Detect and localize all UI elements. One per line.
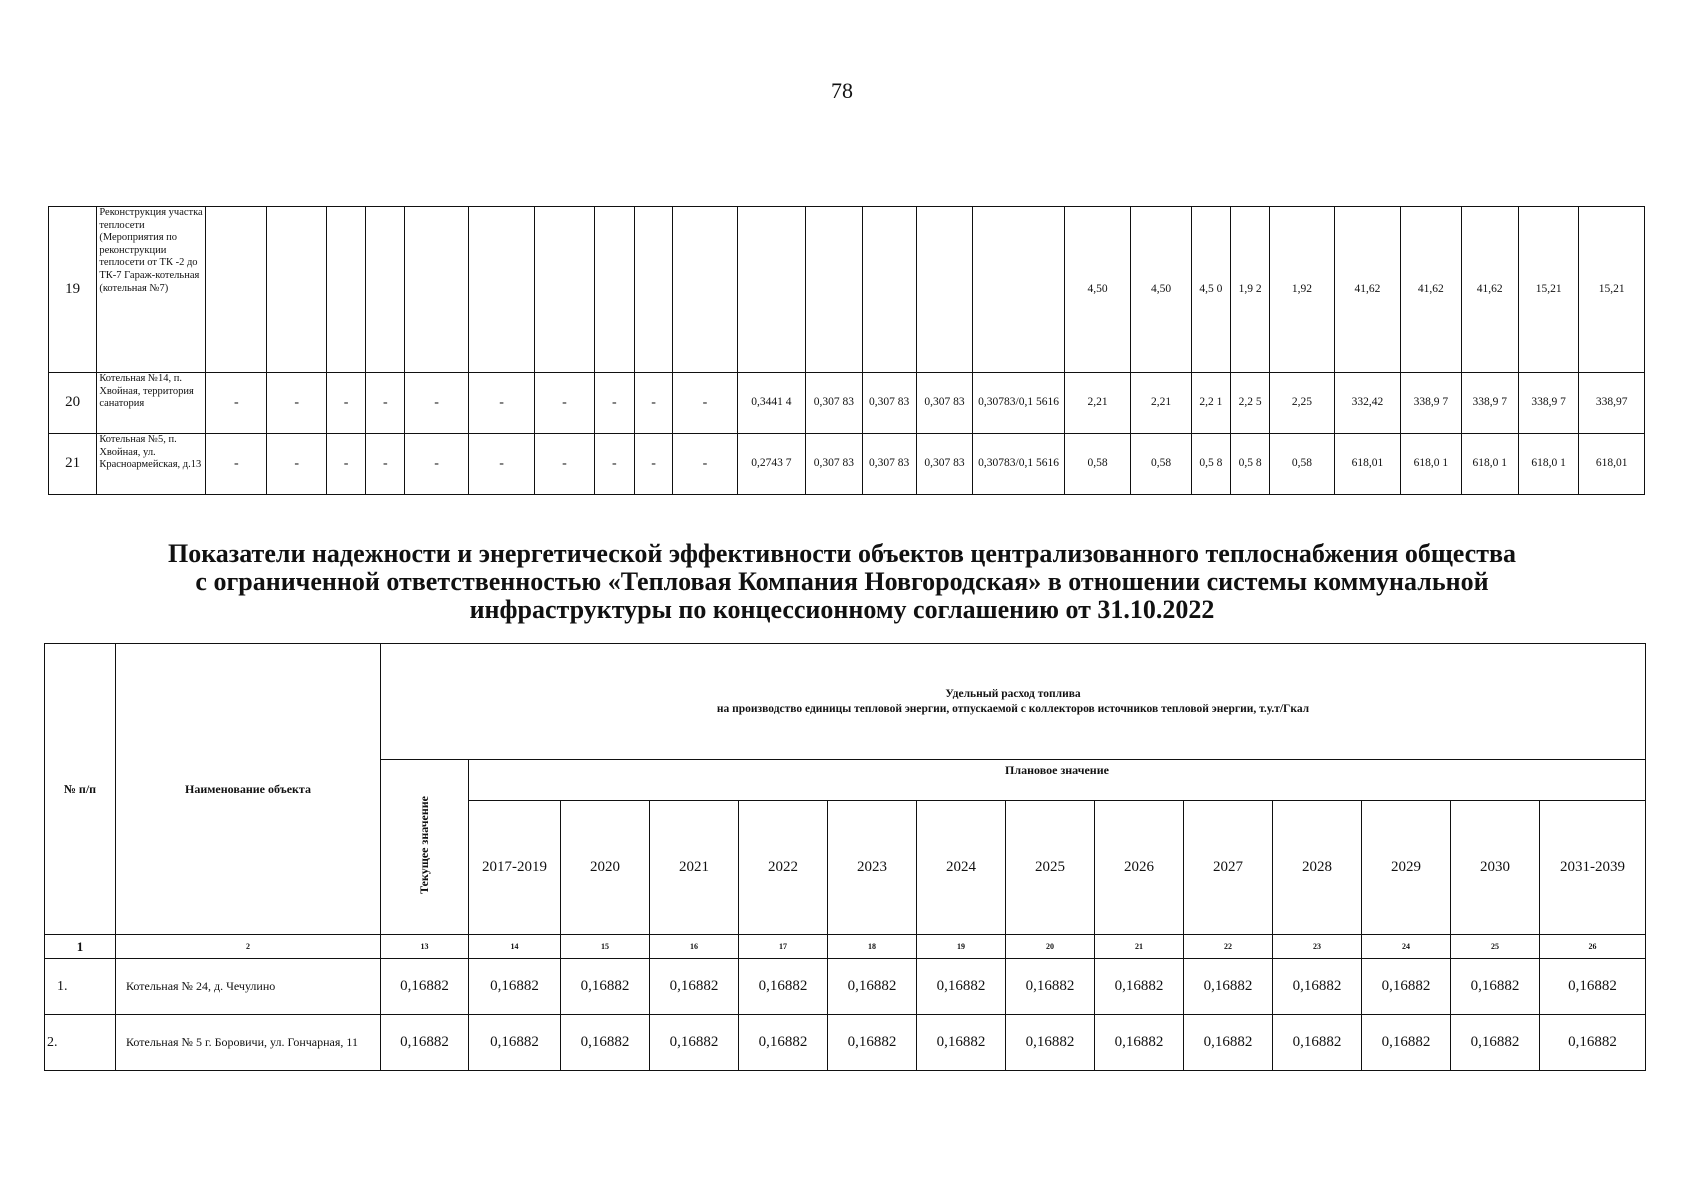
year-header: 2023 [828,801,917,935]
column-index: 15 [561,935,650,959]
value-cell: 0,16882 [1095,959,1184,1015]
header-object-name: Наименование объекта [116,644,381,935]
object-name: Реконструкция участка теплосети (Мероприятия по реконструкции теплосети от ТК -2 до ТК-7 Гараж-котельная (котельная №7) [97,207,206,373]
table-cell: - [468,434,534,495]
year-header: 2029 [1362,801,1451,935]
top-table [48,206,1645,495]
table-cell: - [326,434,365,495]
table-cell: - [535,373,594,434]
column-index: 2 [116,935,381,959]
table-cell [806,207,862,373]
value-cell: 0,16882 [1540,1015,1646,1071]
value-cell: 0,16882 [561,959,650,1015]
table-cell: - [673,373,737,434]
table-cell: 0,307 83 [806,434,862,495]
table-cell: 0,30783/0,1 5616 [973,373,1065,434]
table-cell: 41,62 [1401,207,1461,373]
value-cell: 0,16882 [1095,1015,1184,1071]
table-cell: 618,0 1 [1401,434,1461,495]
table-cell: 0,307 83 [916,373,972,434]
value-cell: 0,16882 [650,1015,739,1071]
column-index: 14 [469,935,561,959]
value-cell: 0,16882 [917,959,1006,1015]
table-cell: - [634,373,672,434]
table-cell: - [206,373,267,434]
header-fuel-consumption [381,644,1646,760]
object-name: Котельная № 24, д. Чечулино [116,959,381,1015]
value-cell: 0,16882 [828,959,917,1015]
column-index: 13 [381,935,469,959]
table-cell [634,207,672,373]
column-index: 21 [1095,935,1184,959]
table-cell: - [535,434,594,495]
table-cell: - [366,373,405,434]
row-number: 2. [45,1015,116,1071]
table-cell: - [594,434,634,495]
table-cell: 338,9 7 [1401,373,1461,434]
header-row-number: № п/п [45,644,116,935]
object-name: Котельная №5, п. Хвойная, ул. Красноармейская, д.13 [97,434,206,495]
table-cell: - [468,373,534,434]
table-cell: - [634,434,672,495]
table-cell [535,207,594,373]
column-index: 16 [650,935,739,959]
value-cell: 0,16882 [1273,1015,1362,1071]
table-cell: - [326,373,365,434]
value-cell: 0,16882 [650,959,739,1015]
table-cell: - [267,373,326,434]
row-number: 20 [49,373,97,434]
table-cell [673,207,737,373]
table-cell: 2,21 [1064,373,1130,434]
row-number: 1. [45,959,116,1015]
value-cell: 0,16882 [561,1015,650,1071]
table-cell: 0,30783/0,1 5616 [973,434,1065,495]
column-index: 24 [1362,935,1451,959]
table-cell: 0,307 83 [862,434,916,495]
year-header: 2027 [1184,801,1273,935]
value-cell: 0,16882 [381,1015,469,1071]
header-planned-value: Плановое значение [469,760,1646,801]
value-cell: 0,16882 [1006,1015,1095,1071]
value-cell: 0,16882 [1006,959,1095,1015]
heading-line-1: Показатели надежности и энергетической эффективности объектов централизованного теплоснабжения общества [167,539,1517,568]
column-index: 25 [1451,935,1540,959]
year-header: 2028 [1273,801,1362,935]
value-cell: 0,16882 [381,959,469,1015]
year-header: 2021 [650,801,739,935]
value-cell: 0,16882 [739,1015,828,1071]
table-cell [594,207,634,373]
table-cell: - [673,434,737,495]
object-name: Котельная № 5 г. Боровичи, ул. Гончарная, 11 [116,1015,381,1071]
table-cell: 0,307 83 [916,434,972,495]
column-index: 17 [739,935,828,959]
header-fuel-title: Удельный расход топлива [945,687,1081,700]
object-name: Котельная №14, п. Хвойная, территория санатория [97,373,206,434]
table-cell: 2,25 [1270,373,1334,434]
table-cell: 0,5 8 [1191,434,1230,495]
year-header: 2022 [739,801,828,935]
header-current-value [381,760,469,935]
year-header: 2017-2019 [469,801,561,935]
table-cell: 338,97 [1579,373,1645,434]
table-cell: 0,58 [1064,434,1130,495]
value-cell: 0,16882 [917,1015,1006,1071]
table-cell: 0,307 83 [806,373,862,434]
column-index: 22 [1184,935,1273,959]
top-table-row [49,207,1645,373]
table-cell [973,207,1065,373]
table-cell [737,207,805,373]
column-index: 23 [1273,935,1362,959]
value-cell: 0,16882 [1451,959,1540,1015]
table-cell: 41,62 [1334,207,1400,373]
table-cell [405,207,468,373]
table-cell: 0,5 8 [1230,434,1269,495]
table-cell: 0,2743 7 [737,434,805,495]
table-cell: 618,01 [1334,434,1400,495]
table-cell: 338,9 7 [1518,373,1578,434]
table-cell: 0,58 [1270,434,1334,495]
header-fuel-subtitle: на производство единицы тепловой энергии, отпускаемой с коллекторов источников тепловой энергии, т.у.т/Гкал [716,702,1310,715]
column-index: 20 [1006,935,1095,959]
column-index: 26 [1540,935,1646,959]
table-cell: 2,2 1 [1191,373,1230,434]
year-header: 2024 [917,801,1006,935]
value-cell: 0,16882 [1362,1015,1451,1071]
value-cell: 0,16882 [1540,959,1646,1015]
table-cell: 4,50 [1064,207,1130,373]
indicators-table [44,643,1646,1071]
top-table-row [49,373,1645,434]
value-cell: 0,16882 [1184,1015,1273,1071]
top-table-row [49,434,1645,495]
row-number: 21 [49,434,97,495]
table-cell: 2,2 5 [1230,373,1269,434]
value-cell: 0,16882 [828,1015,917,1071]
table-cell [267,207,326,373]
table-cell: 4,50 [1131,207,1191,373]
row-number: 19 [49,207,97,373]
column-index: 18 [828,935,917,959]
value-cell: 0,16882 [1184,959,1273,1015]
table-cell: 1,92 [1270,207,1334,373]
table-cell: 1,9 2 [1230,207,1269,373]
table-cell: - [366,434,405,495]
table-cell: 618,0 1 [1518,434,1578,495]
table-cell: 338,9 7 [1461,373,1518,434]
heading-line-2: с ограниченной ответственностью «Тепловая Компания Новгородская» в отношении системы коммунальной [195,567,1489,597]
table-cell: 41,62 [1461,207,1518,373]
table-cell: 332,42 [1334,373,1400,434]
table-cell [862,207,916,373]
table-cell [206,207,267,373]
table-cell: - [206,434,267,495]
table-cell: 4,5 0 [1191,207,1230,373]
value-cell: 0,16882 [469,1015,561,1071]
table-cell: 15,21 [1518,207,1578,373]
table-cell: - [594,373,634,434]
value-cell: 0,16882 [1273,959,1362,1015]
table-cell: - [405,373,468,434]
year-header: 2031-2039 [1540,801,1646,935]
column-index: 1 [45,935,116,959]
year-header: 2030 [1451,801,1540,935]
current-value-label: Текущее значение [417,795,431,894]
table-cell: 618,01 [1579,434,1645,495]
table-cell: 0,307 83 [862,373,916,434]
table-cell: 0,3441 4 [737,373,805,434]
page-number: 78 [831,78,853,103]
table-row [45,1015,1646,1071]
value-cell: 0,16882 [469,959,561,1015]
table-cell [326,207,365,373]
table-cell: 618,0 1 [1461,434,1518,495]
table-cell: 15,21 [1579,207,1645,373]
table-row [45,959,1646,1015]
table-cell: 2,21 [1131,373,1191,434]
year-header: 2020 [561,801,650,935]
year-header: 2025 [1006,801,1095,935]
value-cell: 0,16882 [1451,1015,1540,1071]
value-cell: 0,16882 [1362,959,1451,1015]
year-header: 2026 [1095,801,1184,935]
table-cell [468,207,534,373]
value-cell: 0,16882 [739,959,828,1015]
table-cell [366,207,405,373]
table-cell: - [405,434,468,495]
table-cell: - [267,434,326,495]
column-index: 19 [917,935,1006,959]
section-heading [60,540,1624,624]
heading-line-3: инфраструктуры по концессионному соглашению от 31.10.2022 [469,595,1215,625]
table-cell [916,207,972,373]
table-cell: 0,58 [1131,434,1191,495]
